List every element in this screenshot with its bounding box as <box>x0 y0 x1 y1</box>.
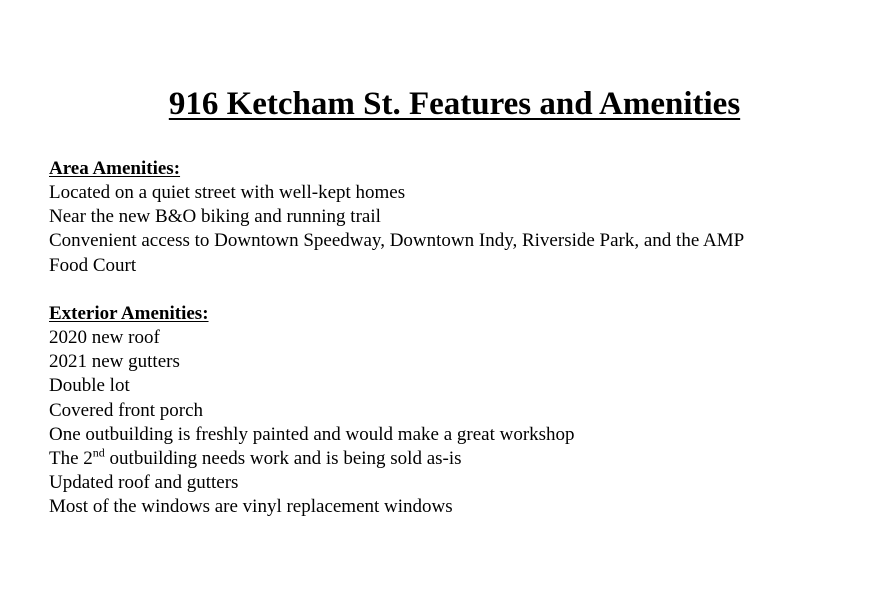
list-item: Near the new B&O biking and running trail <box>49 206 381 228</box>
second-outbuilding-suffix: outbuilding needs work and is being sold as-is <box>104 447 462 469</box>
list-item: Convenient access to Downtown Speedway, Downtown Indy, Riverside Park, and the AMP <box>49 230 745 252</box>
exterior-amenities-heading: Exterior Amenities: <box>49 303 209 324</box>
list-item: Located on a quiet street with well-kept homes <box>49 182 406 203</box>
list-item: Most of the windows are vinyl replacement windows <box>49 496 453 518</box>
area-amenities-heading: Area Amenities: <box>49 158 181 179</box>
list-item: Covered front porch <box>49 399 204 421</box>
area-amenities-section <box>49 157 859 278</box>
list-item: One outbuilding is freshly painted and would make a great workshop <box>49 423 575 445</box>
list-item-second-outbuilding <box>49 447 859 471</box>
list-item: Updated roof and gutters <box>49 472 239 494</box>
exterior-amenities-section <box>49 302 859 520</box>
page-title: 916 Ketcham St. Features and Amenities <box>168 86 741 122</box>
list-item: Food Court <box>49 254 137 276</box>
second-outbuilding-prefix: The 2 <box>49 447 93 469</box>
ordinal-superscript: nd <box>92 445 105 460</box>
list-item: 2020 new roof <box>49 327 160 348</box>
list-item: 2021 new gutters <box>49 351 180 373</box>
list-item: Double lot <box>49 375 130 397</box>
